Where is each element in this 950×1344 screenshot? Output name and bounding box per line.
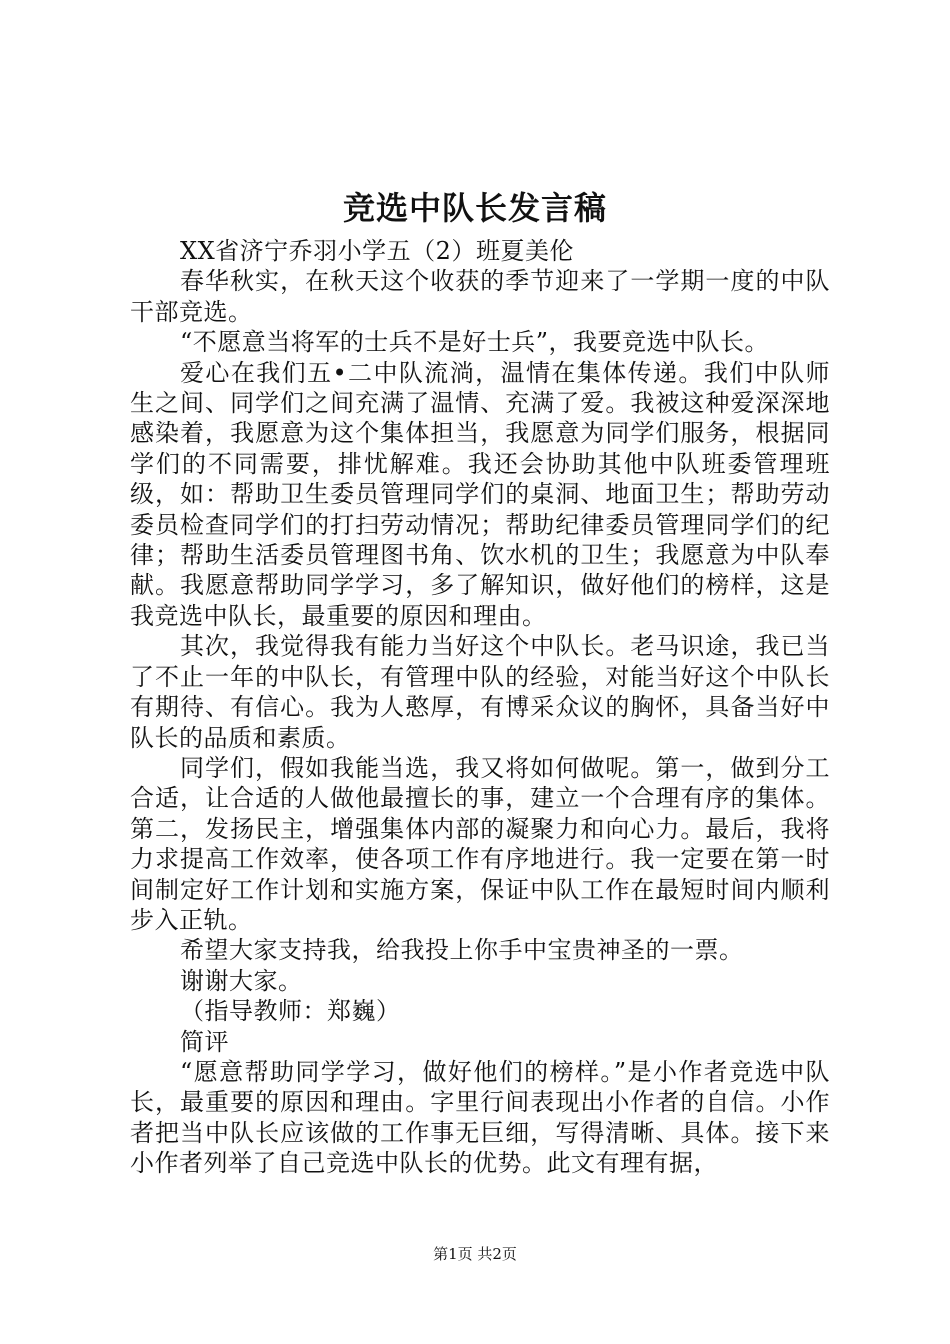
paragraph: 同学们，假如我能当选，我又将如何做呢。第一，做到分工合适，让合适的人做他最擅长的事，建立一个合理有序的集体。第二，发扬民主，增强集体内部的凝聚力和向心力。最后，我将力求提高工作效率，使各项工作有序地进行。我一定要在第一时间制定好工作计划和实施方案，保证中队工作在最短时间内顺利步入正轨。	[130, 753, 830, 934]
paragraph: 爱心在我们五•二中队流淌，温情在集体传递。我们中队师生之间、同学们之间充满了温情、充满了爱。我被这种爱深深地感染着，我愿意为这个集体担当，我愿意为同学们服务，根据同学们的不同需要，排忧解难。我还会协助其他中队班委管理班级，如：帮助卫生委员管理同学们的桌洞、地面卫生；帮助劳动委员检查同学们的打扫劳动情况；帮助纪律委员管理同学们的纪律；帮助生活委员管理图书角、饮水机的卫生；我愿意为中队奉献。我愿意帮助同学学习，多了解知识，做好他们的榜样，这是我竞选中队长，最重要的原因和理由。	[130, 358, 830, 630]
document-body	[130, 236, 830, 1179]
document-title: 竞选中队长发言稿	[342, 189, 607, 227]
paragraph: 春华秋实，在秋天这个收获的季节迎来了一学期一度的中队干部竞选。	[130, 267, 830, 326]
paragraph: 其次，我觉得我有能力当好这个中队长。老马识途，我已当了不止一年的中队长，有管理中队的经验，对能当好这个中队长有期待、有信心。我为人憨厚，有博采众议的胸怀，具备当好中队长的品质和素质。	[130, 632, 830, 752]
paragraph: “愿意帮助同学学习，做好他们的榜样。”是小作者竞选中队长，最重要的原因和理由。字里行间表现出小作者的自信。小作者把当中队长应该做的工作事无巨细，写得清晰、具体。接下来小作者列举了自己竞选中队长的优势。此文有理有据，	[130, 1057, 830, 1178]
paragraph: （指导教师：郑巍）	[180, 997, 401, 1026]
author-line: XX省济宁乔羽小学五（2）班夏美伦	[180, 237, 574, 265]
paragraph: “不愿意当将军的士兵不是好士兵”，我要竞选中队长。	[180, 328, 770, 357]
paragraph: 谢谢大家。	[180, 966, 303, 995]
paragraph: 希望大家支持我，给我投上你手中宝贵神圣的一票。	[180, 936, 744, 965]
paragraph: 简评	[180, 1027, 229, 1056]
page-footer: 第1页 共2页	[433, 1245, 517, 1263]
